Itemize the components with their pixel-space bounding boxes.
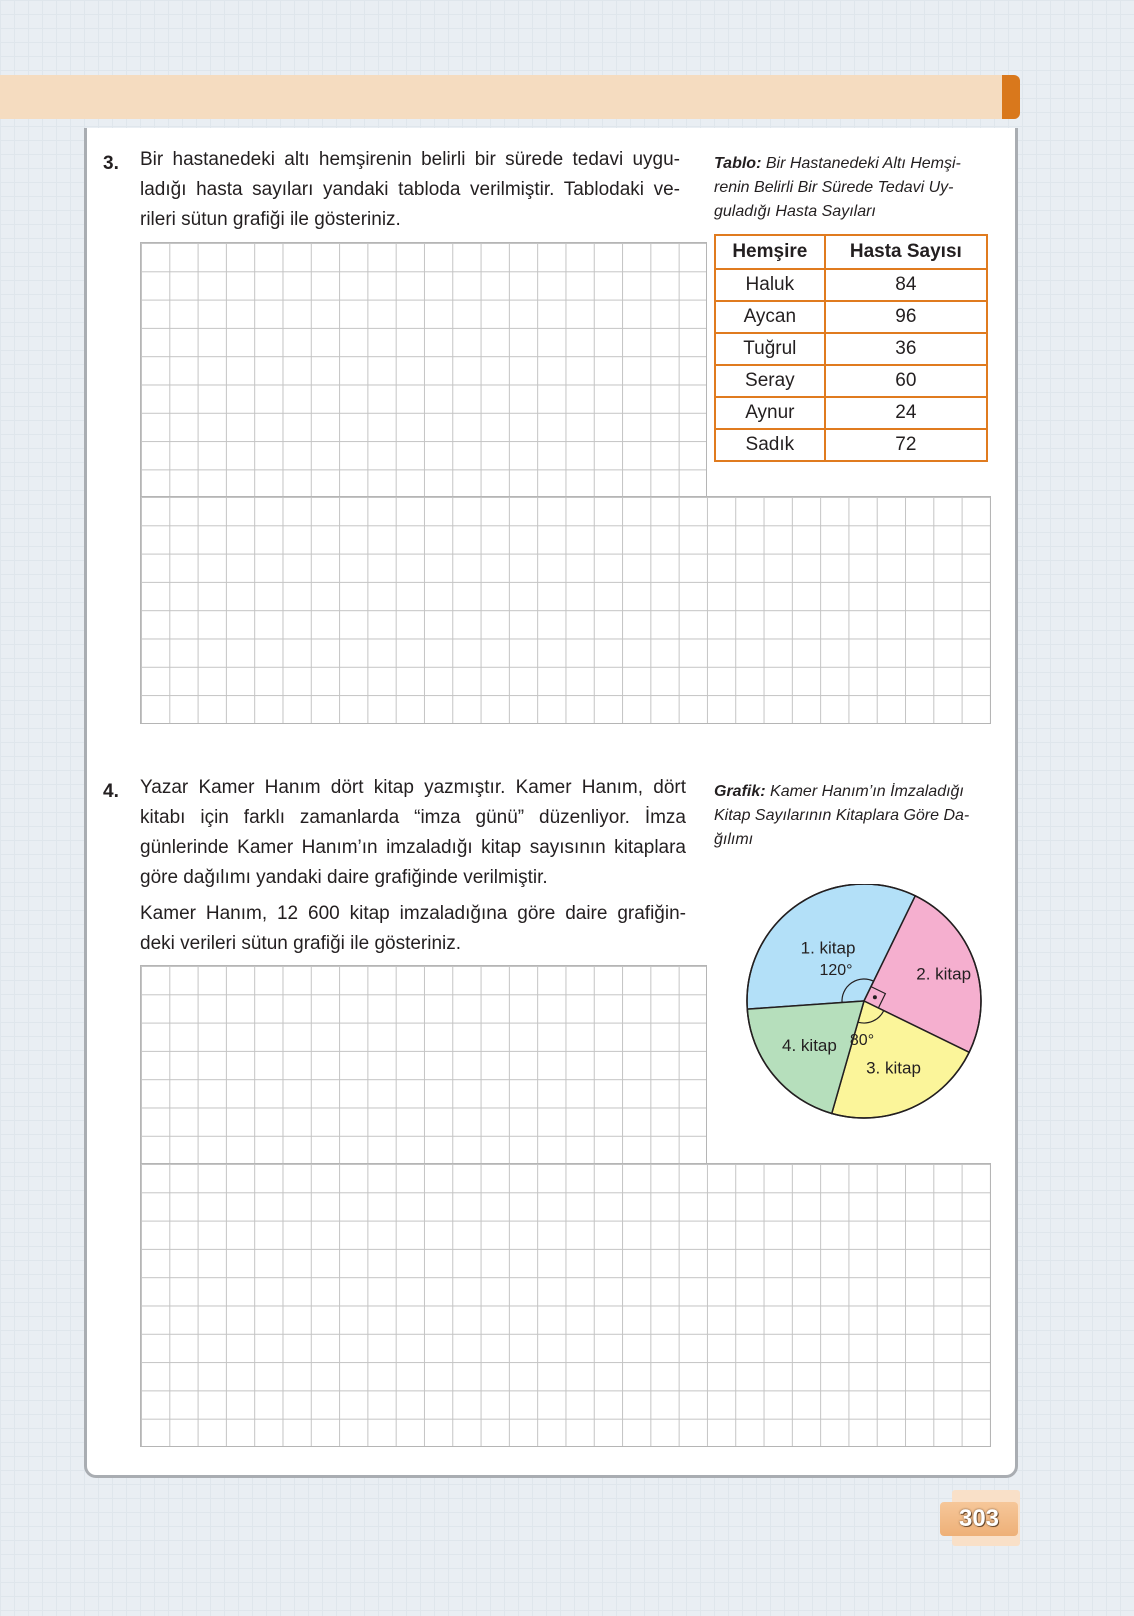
table-cell: Sadık [715, 429, 825, 461]
question-3-number: 3. [103, 153, 119, 174]
pie-slice-label: 3. kitap [866, 1058, 921, 1078]
chart-caption-line: Kitap Sayılarının Kitaplara Göre Da- [714, 807, 970, 824]
answer-grid-4-lower[interactable] [140, 1163, 991, 1447]
table-cell: Seray [715, 365, 825, 397]
table-row [715, 365, 987, 397]
pie-slice-label: 4. kitap [782, 1036, 837, 1056]
header-tab [1002, 75, 1020, 119]
chart-caption-line [714, 780, 994, 804]
table-cell: Aynur [715, 397, 825, 429]
pie-slices [747, 884, 981, 1118]
page-number: 303 [958, 1505, 1000, 1532]
table-cell: 60 [825, 365, 987, 397]
question-4-line: deki verileri sütun grafiği ile gösteriniz. [140, 933, 462, 954]
question-4-line: günlerinde Kamer Hanım’ın imzaladığı kitap sayısının kitaplara [140, 837, 686, 858]
table-row [715, 429, 987, 461]
table-cell: 96 [825, 301, 987, 333]
table-cell: Tuğrul [715, 333, 825, 365]
table-caption-line: guladığı Hasta Sayıları [714, 203, 876, 220]
table-cell: Aycan [715, 301, 825, 333]
question-4-line: Kamer Hanım, 12 600 kitap imzaladığına göre daire grafiğin- [140, 903, 686, 924]
table-cell: 24 [825, 397, 987, 429]
table-cell: 36 [825, 333, 987, 365]
table-caption-title: Bir Hastanedeki Altı Hemşi- [761, 155, 961, 172]
question-4-text [140, 773, 686, 959]
table-header-row [715, 235, 987, 269]
angle-label-80: 80° [849, 1032, 875, 1049]
question-4-line: göre dağılımı yandaki daire grafiğinde verilmiştir. [140, 867, 548, 888]
nurse-table [714, 234, 988, 462]
answer-grid-3-upper[interactable] [140, 242, 707, 497]
table-row [715, 333, 987, 365]
chart-caption [714, 780, 994, 852]
page-number-badge [940, 1502, 1018, 1536]
chart-caption-title: Kamer Hanım’ın İmzaladığı [765, 783, 964, 800]
table-row [715, 301, 987, 333]
table-header-cell: Hasta Sayısı [825, 235, 987, 269]
table-cell: Haluk [715, 269, 825, 301]
table-caption [714, 152, 990, 224]
table-caption-line [714, 152, 990, 176]
table-cell: 72 [825, 429, 987, 461]
question-3-line: rileri sütun grafiği ile gösteriniz. [140, 209, 401, 230]
right-angle-dot [873, 995, 877, 999]
angle-label-120: 120° [819, 962, 853, 979]
answer-grid-4-upper[interactable] [140, 965, 707, 1164]
table-cell: 84 [825, 269, 987, 301]
question-4-number: 4. [103, 781, 119, 802]
pie-slice-label: 2. kitap [916, 964, 972, 984]
question-3-text [140, 145, 680, 235]
table-header-cell: Hemşire [715, 235, 825, 269]
table-caption-line: renin Belirli Bir Sürede Tedavi Uy- [714, 179, 954, 196]
table-caption-label: Tablo: [714, 155, 762, 172]
chart-caption-line: ğılımı [714, 831, 754, 848]
pie-chart [712, 884, 992, 1144]
chart-caption-label: Grafik: [714, 783, 766, 800]
header-band [0, 75, 1004, 119]
question-3-line: ladığı hasta sayıları yandaki tabloda verilmiştir. Tablodaki ve- [140, 179, 680, 200]
table-row [715, 397, 987, 429]
answer-grid-3-lower[interactable] [140, 496, 991, 724]
question-4-line: kitabı için farklı zamanlarda “imza günü” düzenliyor. İmza [140, 807, 686, 828]
table-row [715, 269, 987, 301]
question-3-line: Bir hastanedeki altı hemşirenin belirli bir sürede tedavi uygu- [140, 149, 680, 170]
question-4-line: Yazar Kamer Hanım dört kitap yazmıştır. Kamer Hanım, dört [140, 777, 686, 798]
pie-slice-label: 1. kitap [800, 938, 856, 958]
